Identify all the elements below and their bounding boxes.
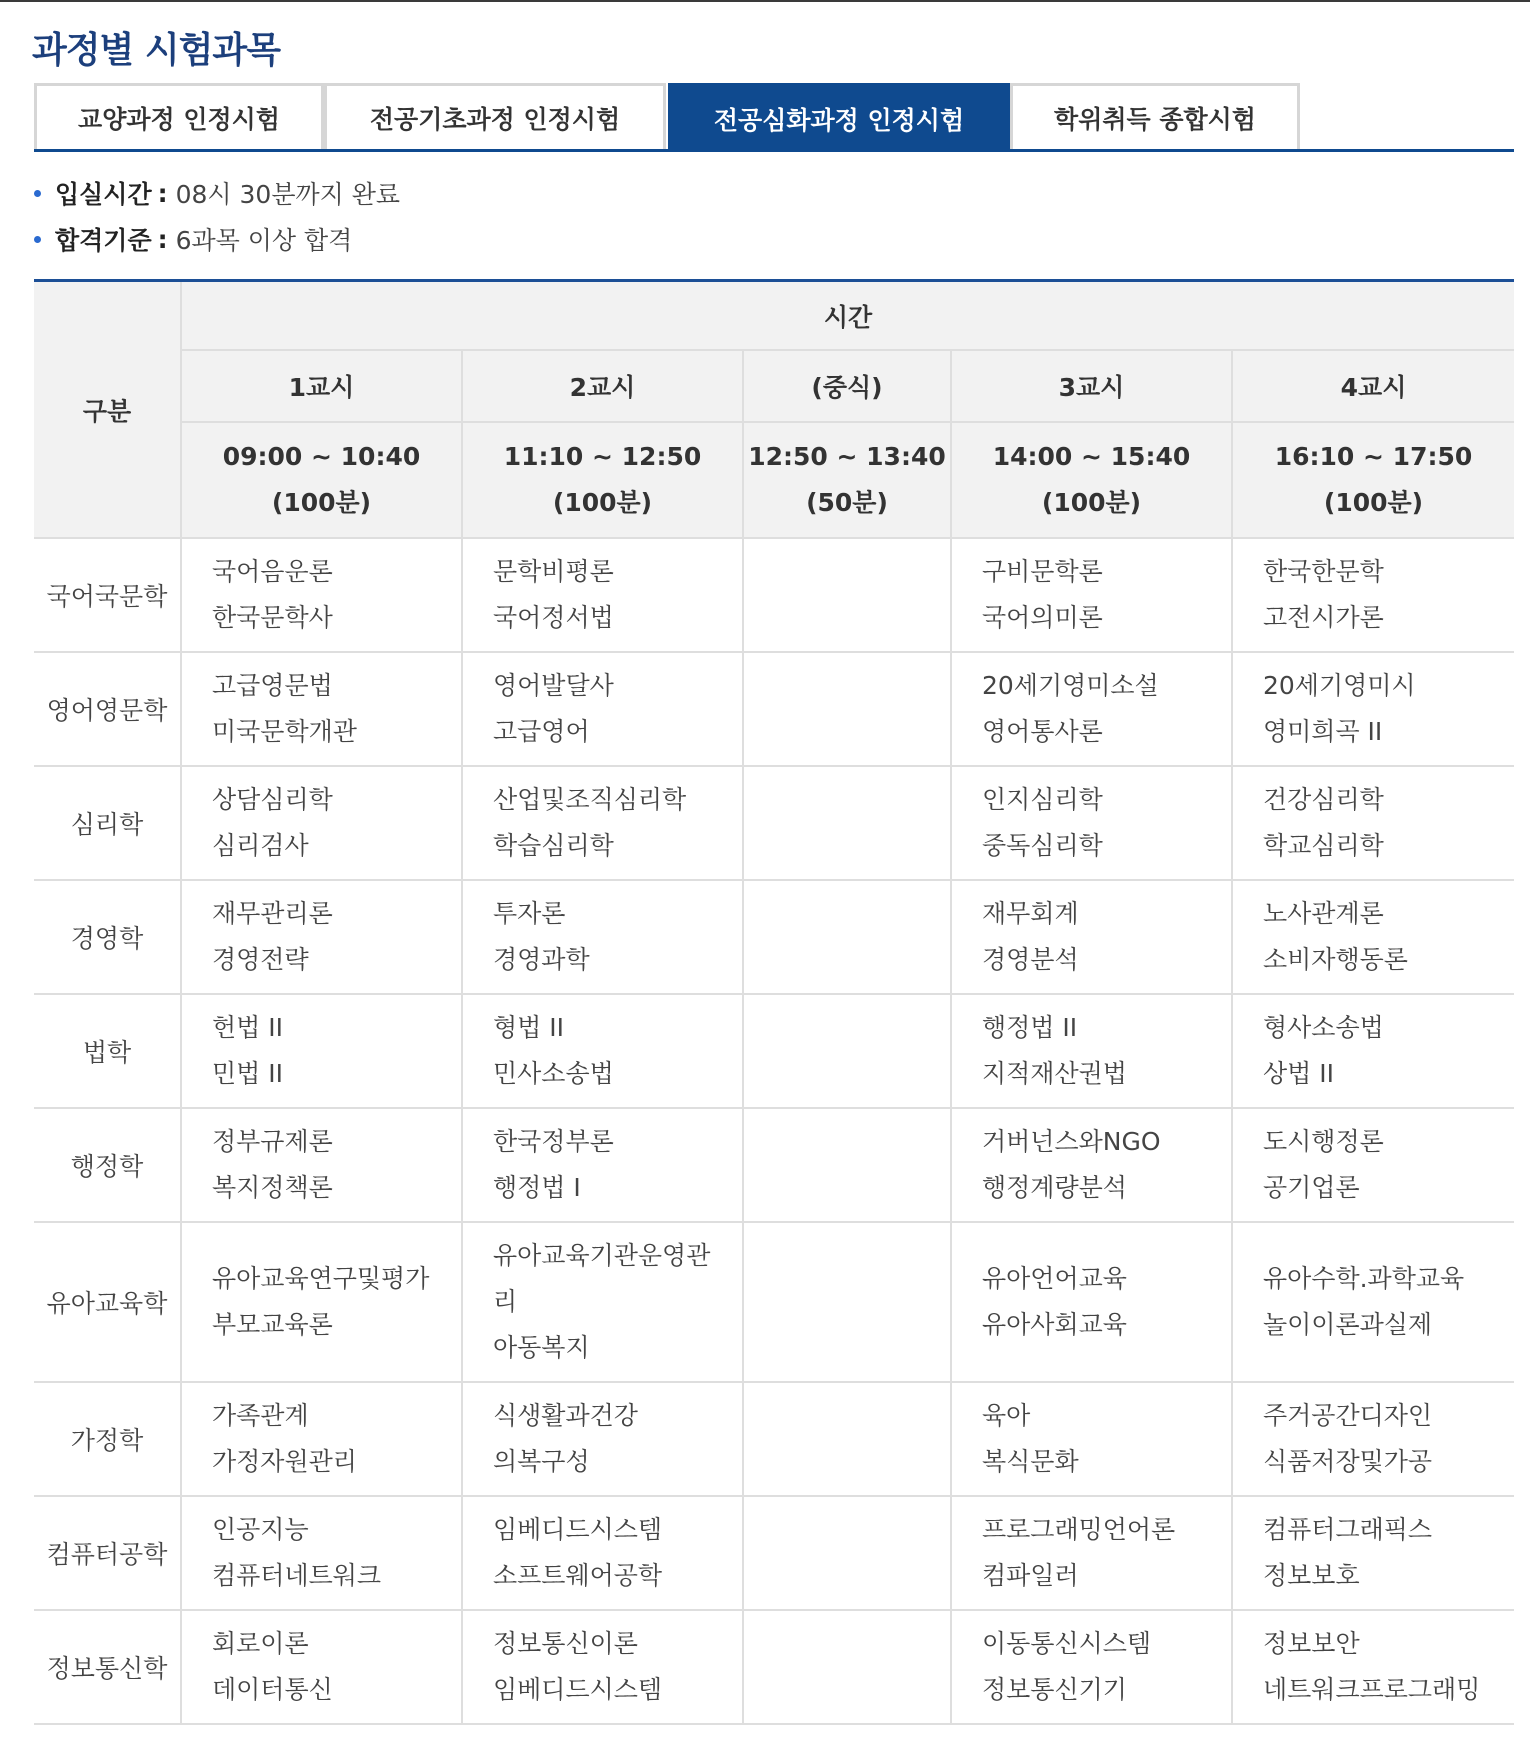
lunch-cell <box>743 766 951 880</box>
subject-name: 컴파일러 <box>982 1561 1079 1590</box>
department-name: 가정학 <box>34 1382 181 1496</box>
header-time: 시간 <box>181 281 1514 351</box>
exam-schedule-table <box>34 279 1514 1725</box>
subject-cell <box>951 1108 1232 1222</box>
exam-info-list <box>32 170 400 262</box>
subject-name: 정보통신이론 <box>493 1629 638 1658</box>
department-name: 행정학 <box>34 1108 181 1222</box>
subject-cell <box>462 994 743 1108</box>
subject-name: 소비자행동론 <box>1263 945 1408 974</box>
period-time-range: 16:10 ~ 17:50 <box>1274 442 1473 471</box>
subject-name: 경영분석 <box>982 945 1079 974</box>
subject-name: 산업및조직심리학 <box>493 785 687 814</box>
subject-name: 영어발달사 <box>493 671 614 700</box>
subject-cell <box>181 1496 462 1610</box>
subject-name: 건강심리학 <box>1263 785 1384 814</box>
page-title: 과정별 시험과목 <box>32 30 280 71</box>
period-time <box>743 422 951 538</box>
subject-cell <box>462 1382 743 1496</box>
subject-name: 데이터통신 <box>212 1675 333 1704</box>
subject-cell <box>1232 538 1514 652</box>
info-separator: : <box>157 178 168 208</box>
subject-name: 회로이론 <box>212 1629 309 1658</box>
period-duration: (100분) <box>271 488 372 517</box>
subject-name: 유아언어교육 <box>982 1264 1127 1293</box>
department-name: 컴퓨터공학 <box>34 1496 181 1610</box>
subject-cell <box>951 994 1232 1108</box>
subject-name: 국어의미론 <box>982 603 1103 632</box>
subject-cell <box>1232 880 1514 994</box>
period-time-range: 12:50 ~ 13:40 <box>748 442 946 471</box>
subject-name: 투자론 <box>493 899 566 928</box>
subject-cell <box>951 1382 1232 1496</box>
subject-name: 도시행정론 <box>1263 1127 1384 1156</box>
info-value: 08시 30분까지 완료 <box>175 180 401 209</box>
subject-cell <box>1232 652 1514 766</box>
subject-name: 인지심리학 <box>982 785 1103 814</box>
tab-major-basic[interactable]: 전공기초과정 인정시험 <box>324 83 666 149</box>
lunch-cell <box>743 1610 951 1724</box>
subject-name: 행정계량분석 <box>982 1173 1127 1202</box>
subject-name: 노사관계론 <box>1263 899 1384 928</box>
subject-name: 고전시가론 <box>1263 603 1384 632</box>
subject-name: 민법 II <box>212 1059 283 1088</box>
subject-cell <box>951 880 1232 994</box>
time-header-row <box>34 422 1514 538</box>
info-separator: : <box>157 224 168 254</box>
subject-name: 식생활과건강 <box>493 1401 638 1430</box>
info-value: 6과목 이상 합격 <box>175 226 353 255</box>
subject-name: 경영전략 <box>212 945 309 974</box>
subject-cell <box>1232 1108 1514 1222</box>
subject-cell <box>181 652 462 766</box>
department-name: 법학 <box>34 994 181 1108</box>
subject-cell <box>181 994 462 1108</box>
period-duration: (50분) <box>806 488 888 517</box>
subject-name: 정보통신기기 <box>982 1675 1127 1704</box>
top-rule <box>0 0 1530 2</box>
period-time <box>951 422 1232 538</box>
table-row <box>34 538 1514 652</box>
subject-name: 놀이이론과실제 <box>1263 1310 1433 1339</box>
subject-name: 부모교육론 <box>212 1310 333 1339</box>
lunch-cell <box>743 880 951 994</box>
subject-name: 주거공간디자인 <box>1263 1401 1433 1430</box>
period-name: 4교시 <box>1232 350 1514 422</box>
subject-name: 민사소송법 <box>493 1059 614 1088</box>
subject-name: 고급영어 <box>493 717 590 746</box>
exam-tabs <box>34 83 1514 152</box>
subject-name: 20세기영미시 <box>1263 671 1416 700</box>
tab-degree-comprehensive[interactable]: 학위취득 종합시험 <box>1010 83 1300 149</box>
subject-cell <box>181 1222 462 1382</box>
subject-name: 심리검사 <box>212 831 309 860</box>
period-time <box>462 422 743 538</box>
subject-name: 네트워크프로그래밍 <box>1263 1675 1481 1704</box>
subject-name: 상담심리학 <box>212 785 333 814</box>
subject-cell <box>462 1496 743 1610</box>
subject-name: 문학비평론 <box>493 557 614 586</box>
table-row <box>34 994 1514 1108</box>
subject-name: 공기업론 <box>1263 1173 1360 1202</box>
subject-cell <box>1232 766 1514 880</box>
subject-cell <box>1232 994 1514 1108</box>
subject-name: 소프트웨어공학 <box>493 1561 663 1590</box>
lunch-cell <box>743 1382 951 1496</box>
period-name: 1교시 <box>181 350 462 422</box>
period-time <box>181 422 462 538</box>
subject-name: 형법 II <box>493 1013 564 1042</box>
subject-name: 헌법 II <box>212 1013 283 1042</box>
schedule-body <box>34 538 1514 1724</box>
subject-cell <box>181 1108 462 1222</box>
bullet-icon <box>34 236 41 243</box>
department-name: 국어국문학 <box>34 538 181 652</box>
lunch-cell <box>743 994 951 1108</box>
period-duration: (100분) <box>1323 488 1424 517</box>
tab-liberal-arts[interactable]: 교양과정 인정시험 <box>34 83 324 149</box>
subject-name: 20세기영미소설 <box>982 671 1159 700</box>
department-name: 유아교육학 <box>34 1222 181 1382</box>
period-header-row <box>34 350 1514 422</box>
subject-cell <box>462 1222 743 1382</box>
subject-name: 정보보호 <box>1263 1561 1360 1590</box>
subject-name: 유아교육연구및평가 <box>212 1264 430 1293</box>
lunch-cell <box>743 538 951 652</box>
subject-name: 영미희곡 II <box>1263 717 1383 746</box>
subject-name: 복식문화 <box>982 1447 1079 1476</box>
subject-cell <box>462 766 743 880</box>
subject-name: 구비문학론 <box>982 557 1103 586</box>
info-label: 합격기준 <box>55 226 152 255</box>
subject-cell <box>462 538 743 652</box>
department-name: 영어영문학 <box>34 652 181 766</box>
subject-name: 중독심리학 <box>982 831 1103 860</box>
subject-name: 임베디드시스템 <box>493 1515 663 1544</box>
subject-name: 행정법 II <box>982 1013 1078 1042</box>
subject-cell <box>462 1610 743 1724</box>
subject-cell <box>181 538 462 652</box>
subject-name: 인공지능 <box>212 1515 309 1544</box>
subject-name: 한국문학사 <box>212 603 333 632</box>
table-row <box>34 1108 1514 1222</box>
period-time <box>1232 422 1514 538</box>
info-label: 입실시간 <box>55 180 152 209</box>
subject-name: 유아사회교육 <box>982 1310 1127 1339</box>
info-item-entry-time <box>32 170 400 216</box>
period-name: 2교시 <box>462 350 743 422</box>
subject-name: 재무회계 <box>982 899 1079 928</box>
subject-cell <box>1232 1610 1514 1724</box>
subject-cell <box>462 1108 743 1222</box>
subject-name: 의복구성 <box>493 1447 590 1476</box>
subject-cell <box>951 538 1232 652</box>
subject-name: 한국한문학 <box>1263 557 1384 586</box>
subject-name: 이동통신시스템 <box>982 1629 1152 1658</box>
subject-cell <box>462 880 743 994</box>
subject-name: 국어정서법 <box>493 603 614 632</box>
subject-cell <box>951 1496 1232 1610</box>
department-name: 경영학 <box>34 880 181 994</box>
subject-cell <box>181 766 462 880</box>
period-name: 3교시 <box>951 350 1232 422</box>
subject-name: 유아수학.과학교육 <box>1263 1264 1465 1293</box>
subject-cell <box>181 1382 462 1496</box>
subject-name: 임베디드시스템 <box>493 1675 663 1704</box>
table-row <box>34 766 1514 880</box>
subject-name: 정부규제론 <box>212 1127 333 1156</box>
lunch-cell <box>743 1222 951 1382</box>
subject-cell <box>181 1610 462 1724</box>
subject-name: 리 <box>493 1287 518 1316</box>
table-row <box>34 880 1514 994</box>
subject-name: 형사소송법 <box>1263 1013 1384 1042</box>
period-time-range: 11:10 ~ 12:50 <box>503 442 702 471</box>
subject-cell <box>951 652 1232 766</box>
table-row <box>34 1496 1514 1610</box>
subject-name: 가정자원관리 <box>212 1447 357 1476</box>
subject-name: 정보보안 <box>1263 1629 1360 1658</box>
subject-name: 식품저장및가공 <box>1263 1447 1433 1476</box>
subject-name: 컴퓨터네트워크 <box>212 1561 382 1590</box>
bullet-icon <box>34 190 41 197</box>
subject-cell <box>951 1222 1232 1382</box>
subject-name: 재무관리론 <box>212 899 333 928</box>
table-row <box>34 652 1514 766</box>
subject-name: 고급영문법 <box>212 671 333 700</box>
subject-cell <box>462 652 743 766</box>
info-item-pass-criteria <box>32 216 400 262</box>
subject-name: 컴퓨터그래픽스 <box>1263 1515 1433 1544</box>
subject-cell <box>951 1610 1232 1724</box>
subject-name: 아동복지 <box>493 1333 590 1362</box>
department-name: 심리학 <box>34 766 181 880</box>
table-row <box>34 1382 1514 1496</box>
period-name: (중식) <box>743 350 951 422</box>
period-duration: (100분) <box>552 488 653 517</box>
subject-cell <box>1232 1496 1514 1610</box>
header-category: 구분 <box>34 281 181 539</box>
table-row <box>34 1222 1514 1382</box>
subject-name: 학교심리학 <box>1263 831 1384 860</box>
period-duration: (100분) <box>1041 488 1142 517</box>
subject-name: 영어통사론 <box>982 717 1103 746</box>
subject-name: 프로그래밍언어론 <box>982 1515 1176 1544</box>
period-time-range: 14:00 ~ 15:40 <box>992 442 1191 471</box>
table-row <box>34 1610 1514 1724</box>
lunch-cell <box>743 1108 951 1222</box>
subject-cell <box>1232 1382 1514 1496</box>
subject-name: 국어음운론 <box>212 557 333 586</box>
subject-name: 경영과학 <box>493 945 590 974</box>
subject-name: 미국문학개관 <box>212 717 357 746</box>
subject-cell <box>181 880 462 994</box>
subject-name: 지적재산권법 <box>982 1059 1127 1088</box>
subject-cell <box>1232 1222 1514 1382</box>
tab-major-advanced[interactable]: 전공심화과정 인정시험 <box>668 83 1010 152</box>
subject-cell <box>951 766 1232 880</box>
subject-name: 가족관계 <box>212 1401 309 1430</box>
department-name: 정보통신학 <box>34 1610 181 1724</box>
subject-name: 학습심리학 <box>493 831 614 860</box>
tab-underline <box>34 149 1514 152</box>
subject-name: 거버넌스와NGO <box>982 1127 1161 1156</box>
period-time-range: 09:00 ~ 10:40 <box>222 442 421 471</box>
subject-name: 복지정책론 <box>212 1173 333 1202</box>
subject-name: 육아 <box>982 1401 1031 1430</box>
subject-name: 유아교육기관운영관 <box>493 1241 711 1270</box>
subject-name: 행정법 I <box>493 1173 581 1202</box>
subject-name: 상법 II <box>1263 1059 1334 1088</box>
lunch-cell <box>743 652 951 766</box>
subject-name: 한국정부론 <box>493 1127 614 1156</box>
lunch-cell <box>743 1496 951 1610</box>
